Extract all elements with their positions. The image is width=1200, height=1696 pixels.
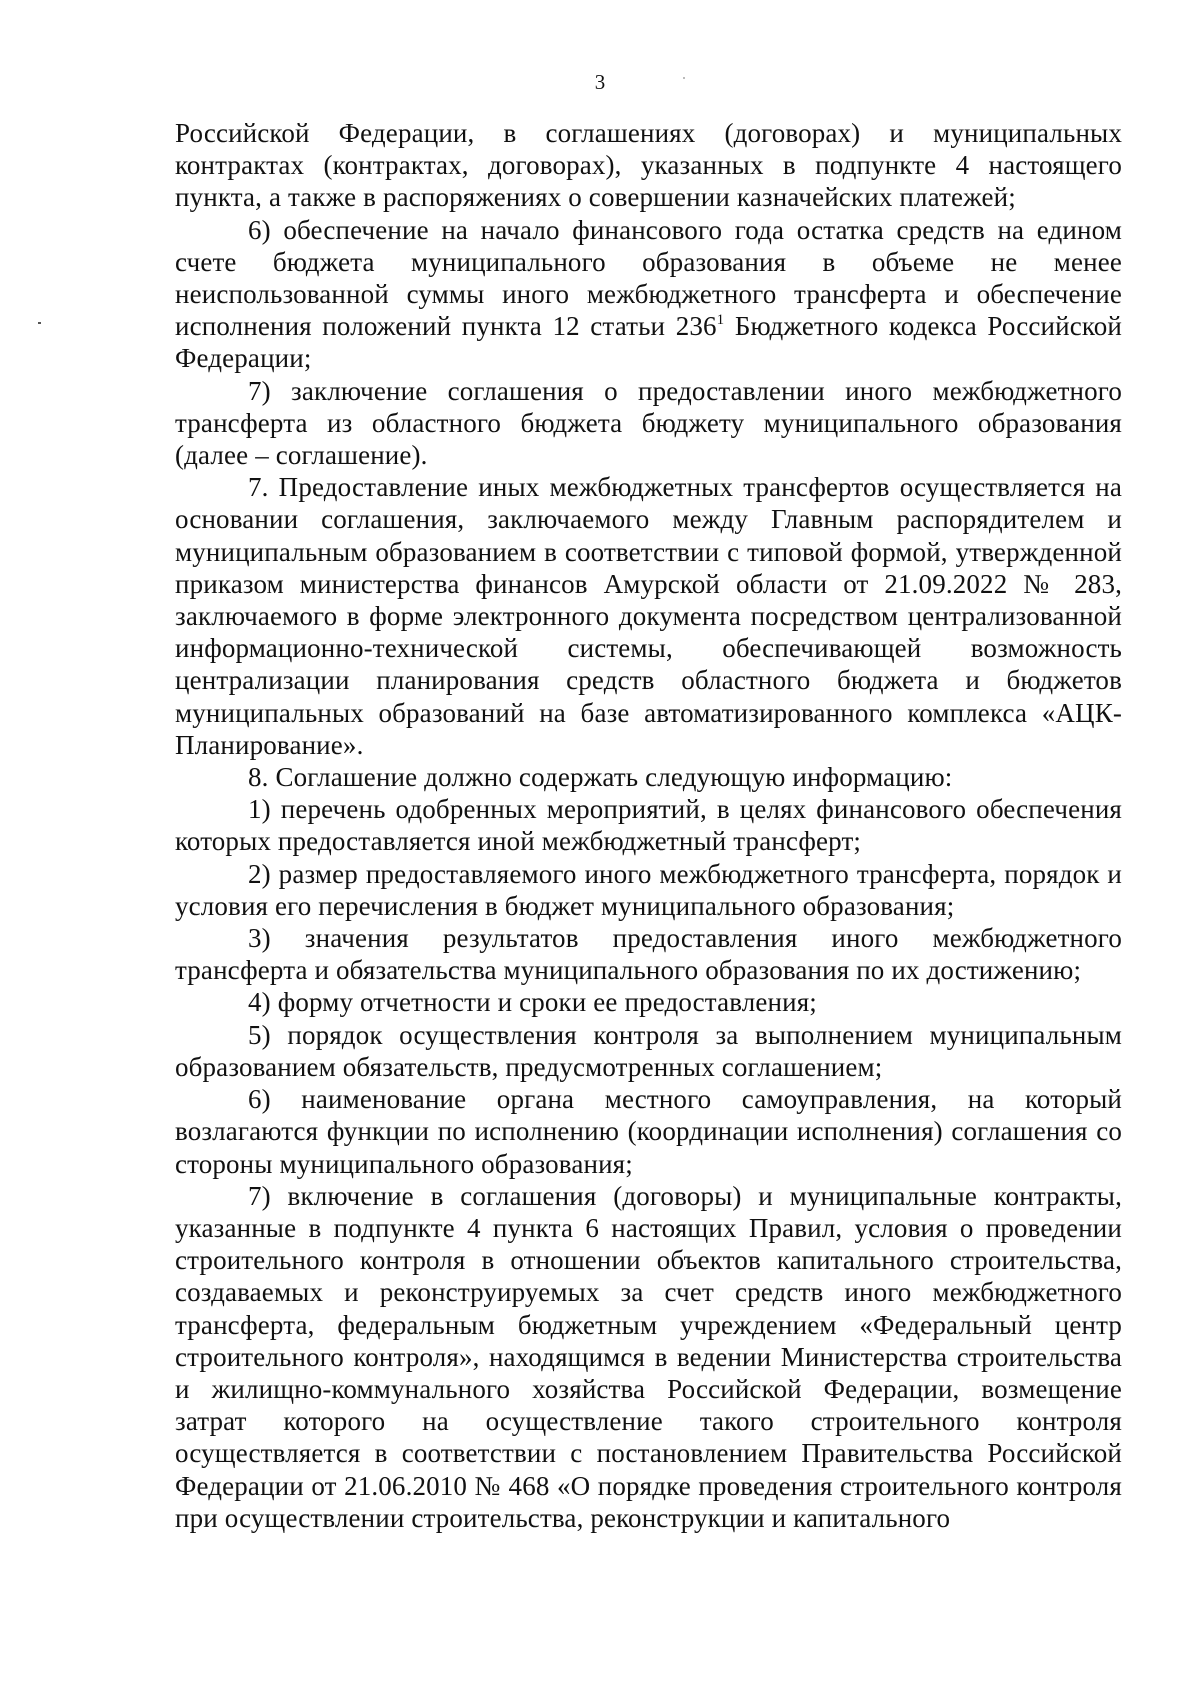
page-number: 3 [594, 70, 606, 94]
superscript-mark: 1 [716, 312, 725, 329]
paragraph-text: 7) заключение соглашения о предоставлении иного межбюджетного трансферта из областного бюджета бюджету муниципального образования (далее – соглашение). [175, 375, 1122, 471]
paragraph-continuation [175, 117, 1122, 214]
clause-8-item-6 [175, 1083, 1122, 1180]
subitem-7 [175, 375, 1122, 472]
clause-8-item-2 [175, 858, 1122, 922]
paragraph-text: 1) перечень одобренных мероприятий, в целях финансового обеспечения которых предоставляется иной межбюджетный трансферт; [175, 794, 1122, 857]
scan-speck [683, 77, 685, 79]
clause-8-item-4 [175, 986, 1122, 1018]
clause-8-item-3 [175, 922, 1122, 986]
paragraph-text: Российской Федерации, в соглашениях (договорах) и муниципальных контрактах (контрактах, договорах), указанных в подпункте 4 настоящего пункта, а также в распоряжениях о совершении казначейских платежей; [175, 118, 1122, 213]
paragraph-text: 8. Соглашение должно содержать следующую информацию: [248, 762, 953, 793]
paragraph-text: 2) размер предоставляемого иного межбюджетного трансферта, порядок и условия его перечисления в бюджет муниципального образования; [175, 858, 1122, 921]
scan-speck [38, 322, 41, 324]
paragraph-text: 7. Предоставление иных межбюджетных трансфертов осуществляется на основании соглашения, заключаемого между Главным распорядителем и муниципальным образованием в соответствии с типовой формой, утвержденной приказом министерства финансов Амурской области от 21.09.2022 № 283, заключаемого в форме электронного документа посредством централизованной информационно-технической системы, обеспечивающей возможность централизации планирования средств областного бюджета и бюджетов муниципальных образований на базе автоматизированного комплекса «АЦК-Планирование». [175, 472, 1122, 760]
paragraph-text: 7) включение в соглашения (договоры) и муниципальные контракты, указанные в подпункте 4 пункта 6 настоящих Правил, условия о проведении строительного контроля в отношении объектов капитального строительства, создаваемых и реконструируемых за счет средств иного межбюджетного трансферта, федеральным бюджетным учреждением «Федеральный центр строительного контроля», находящимся в ведении Министерства строительства и жилищно-коммунального хозяйства Российской Федерации, возмещение затрат которого на осуществление такого строительного контроля осуществляется в соответствии с постановлением Правительства Российской Федерации от 21.06.2010 № 468 «О порядке проведения строительного контроля при осуществлении строительства, реконструкции и капитального [175, 1180, 1122, 1533]
paragraph-text: 5) порядок осуществления контроля за выполнением муниципальным образованием обязательств, предусмотренных соглашением; [175, 1019, 1122, 1082]
clause-8-item-5 [175, 1019, 1122, 1083]
clause-7 [175, 471, 1122, 761]
paragraph-text: Бюджетного кодекса Российской Федерации; [175, 311, 1122, 374]
subitem-6 [175, 214, 1122, 375]
clause-8-item-1 [175, 793, 1122, 857]
document-body [175, 117, 1122, 1534]
paragraph-text: 4) форму отчетности и сроки ее предоставления; [248, 987, 817, 1018]
clause-8-item-7 [175, 1180, 1122, 1534]
paragraph-text: 6) наименование органа местного самоуправления, на который возлагаются функции по исполнению (координации исполнения) соглашения со стороны муниципального образования; [175, 1084, 1122, 1179]
paragraph-text: 3) значения результатов предоставления иного межбюджетного трансферта и обязательства муниципального образования по их достижению; [175, 923, 1122, 986]
clause-8 [175, 761, 1122, 793]
paragraph-text: 6) обеспечение на начало финансового года остатка средств на едином счете бюджета муниципального образования в объеме не менее неиспользованной суммы иного межбюджетного трансферта и обеспечение исполнения положений пункта 12 статьи 236 [175, 214, 1122, 342]
